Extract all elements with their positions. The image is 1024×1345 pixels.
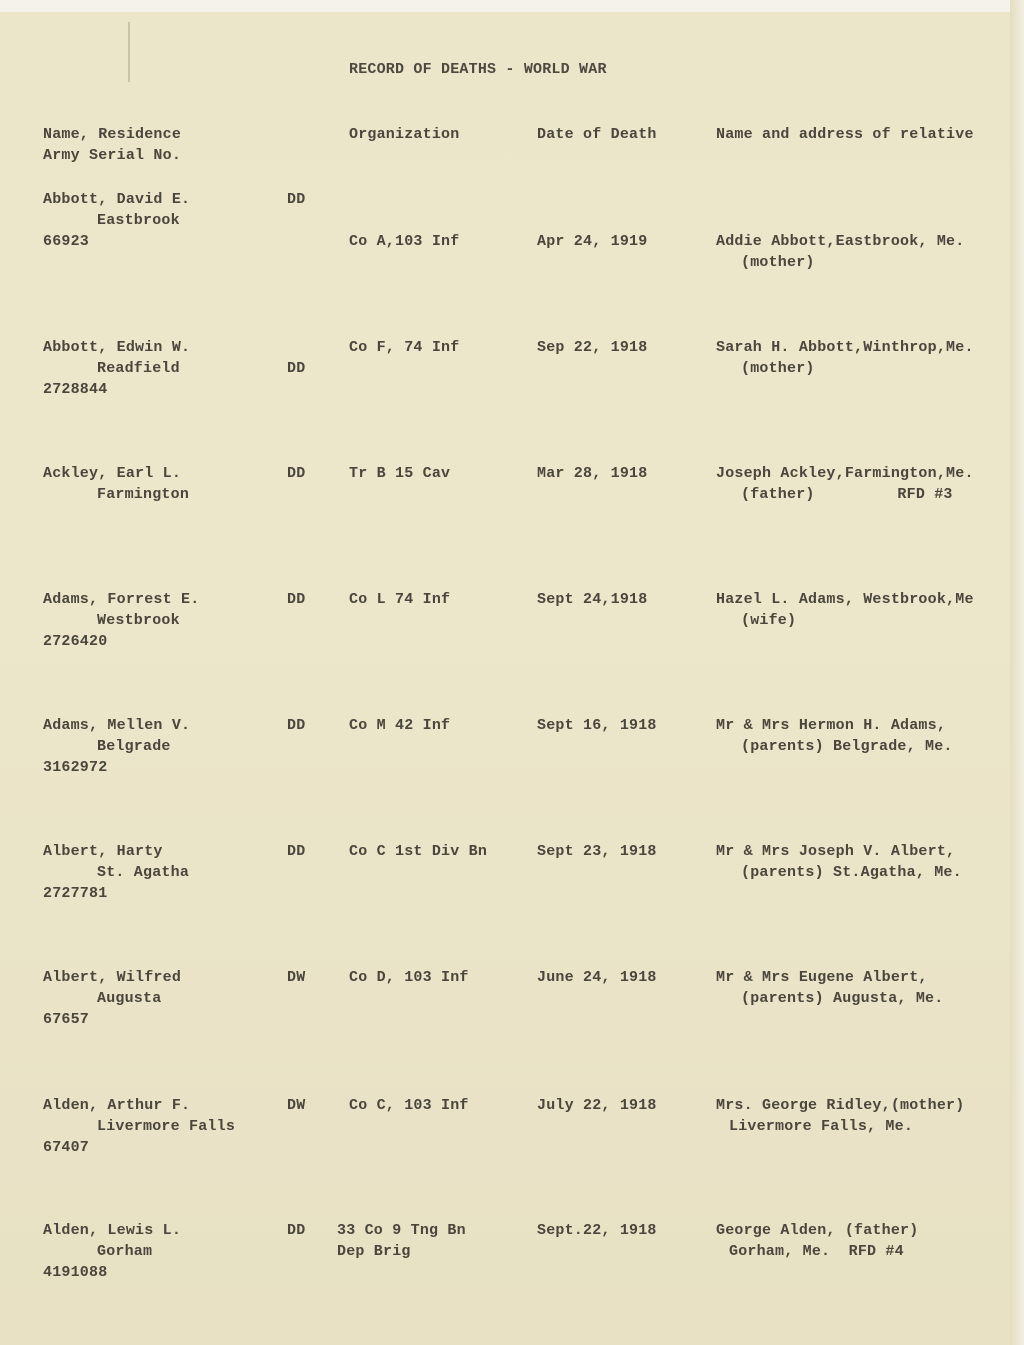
header-name-residence: Name, Residence — [43, 126, 182, 143]
record-organization: Co A,103 Inf — [349, 233, 460, 250]
record-code: DW — [287, 969, 306, 986]
record-residence: St. Agatha — [97, 864, 190, 881]
record-name: Albert, Wilfred — [43, 969, 182, 986]
record-organization: Co C 1st Div Bn — [349, 843, 488, 860]
record-relative-line2: Livermore Falls, Me. — [729, 1118, 914, 1135]
record-organization: Co C, 103 Inf — [349, 1097, 469, 1114]
record-relative-line2: (parents) Belgrade, Me. — [741, 738, 953, 755]
record-residence: Eastbrook — [97, 212, 180, 229]
record-relative-line2: Gorham, Me. RFD #4 — [729, 1243, 904, 1260]
record-relative-line2: (wife) — [741, 612, 797, 629]
record-serial: 4191088 — [43, 1264, 108, 1281]
record-date: July 22, 1918 — [537, 1097, 657, 1114]
record-relative-line2: (parents) St.Agatha, Me. — [741, 864, 962, 881]
record-name: Abbott, David E. — [43, 191, 191, 208]
record-relative-line2: (father) RFD #3 — [741, 486, 953, 503]
record-residence: Belgrade — [97, 738, 171, 755]
record-organization: Co M 42 Inf — [349, 717, 451, 734]
record-code: DD — [287, 360, 306, 377]
record-date: Sept.22, 1918 — [537, 1222, 657, 1239]
record-serial: 67657 — [43, 1011, 90, 1028]
record-code: DD — [287, 591, 306, 608]
scan-right-margin — [1010, 0, 1024, 1345]
record-name: Adams, Forrest E. — [43, 591, 200, 608]
record-organization: Co D, 103 Inf — [349, 969, 469, 986]
record-serial: 2728844 — [43, 381, 108, 398]
record-serial: 66923 — [43, 233, 90, 250]
record-relative-line1: Sarah H. Abbott,Winthrop,Me. — [716, 339, 974, 356]
record-relative-line1: Mr & Mrs Hermon H. Adams, — [716, 717, 947, 734]
record-serial: 67407 — [43, 1139, 90, 1156]
record-organization: Co F, 74 Inf — [349, 339, 460, 356]
record-code: DD — [287, 717, 306, 734]
record-relative-line2: (mother) — [741, 254, 815, 271]
record-relative-line1: Joseph Ackley,Farmington,Me. — [716, 465, 974, 482]
record-code: DD — [287, 1222, 306, 1239]
record-residence: Readfield — [97, 360, 180, 377]
record-residence: Augusta — [97, 990, 162, 1007]
header-relative: Name and address of relative — [716, 126, 974, 143]
record-residence: Livermore Falls — [97, 1118, 236, 1135]
record-residence: Gorham — [97, 1243, 153, 1260]
record-residence: Farmington — [97, 486, 190, 503]
record-date: Apr 24, 1919 — [537, 233, 648, 250]
header-organization: Organization — [349, 126, 460, 143]
record-name: Ackley, Earl L. — [43, 465, 182, 482]
record-date: Sept 24,1918 — [537, 591, 648, 608]
record-name: Abbott, Edwin W. — [43, 339, 191, 356]
record-serial: 2726420 — [43, 633, 108, 650]
header-date-of-death: Date of Death — [537, 126, 657, 143]
record-date: Sept 23, 1918 — [537, 843, 657, 860]
record-organization-line1: 33 Co 9 Tng Bn — [337, 1222, 466, 1239]
record-relative-line2: (parents) Augusta, Me. — [741, 990, 944, 1007]
record-code: DW — [287, 1097, 306, 1114]
record-name: Alden, Lewis L. — [43, 1222, 182, 1239]
record-name: Alden, Arthur F. — [43, 1097, 191, 1114]
record-date: Sep 22, 1918 — [537, 339, 648, 356]
page-title: RECORD OF DEATHS - WORLD WAR — [349, 61, 607, 78]
record-relative-line1: Hazel L. Adams, Westbrook,Me — [716, 591, 974, 608]
record-serial: 2727781 — [43, 885, 108, 902]
record-code: DD — [287, 191, 306, 208]
record-relative-line1: George Alden, (father) — [716, 1222, 919, 1239]
record-organization: Co L 74 Inf — [349, 591, 451, 608]
record-date: June 24, 1918 — [537, 969, 657, 986]
record-organization-line2: Dep Brig — [337, 1243, 411, 1260]
record-relative-line1: Addie Abbott,Eastbrook, Me. — [716, 233, 965, 250]
record-organization: Tr B 15 Cav — [349, 465, 451, 482]
record-name: Albert, Harty — [43, 843, 163, 860]
record-relative-line1: Mr & Mrs Eugene Albert, — [716, 969, 928, 986]
record-code: DD — [287, 465, 306, 482]
record-residence: Westbrook — [97, 612, 180, 629]
record-serial: 3162972 — [43, 759, 108, 776]
record-date: Mar 28, 1918 — [537, 465, 648, 482]
record-relative-line2: (mother) — [741, 360, 815, 377]
pencil-mark — [128, 22, 142, 82]
record-code: DD — [287, 843, 306, 860]
record-date: Sept 16, 1918 — [537, 717, 657, 734]
header-serial: Army Serial No. — [43, 147, 182, 164]
record-relative-line1: Mrs. George Ridley,(mother) — [716, 1097, 965, 1114]
record-name: Adams, Mellen V. — [43, 717, 191, 734]
record-relative-line1: Mr & Mrs Joseph V. Albert, — [716, 843, 956, 860]
